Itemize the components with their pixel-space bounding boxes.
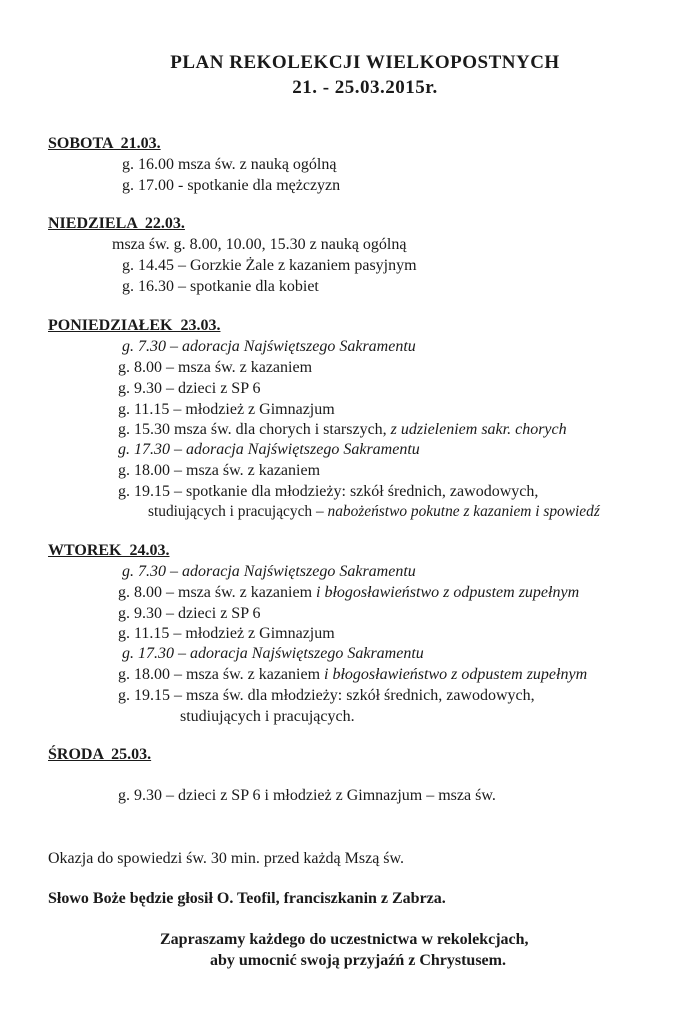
day-heading-tuesday: WTOREK 24.03. xyxy=(48,542,170,559)
schedule-entry: g. 11.15 – młodzież z Gimnazjum xyxy=(118,625,335,642)
schedule-entry: g. 16.00 msza św. z nauką ogólną xyxy=(122,156,337,173)
schedule-entry: studiujących i pracujących. xyxy=(180,708,355,725)
invitation-line-2: aby umocnić swoją przyjaźń z Chrystusem. xyxy=(210,952,506,969)
schedule-entry: g. 16.30 – spotkanie dla kobiet xyxy=(122,278,319,295)
invitation-line-1: Zapraszamy każdego do uczestnictwa w rekolekcjach, xyxy=(160,931,529,948)
preacher-note: Słowo Boże będzie głosił O. Teofil, franciszkanin z Zabrza. xyxy=(48,890,446,907)
schedule-entry: g. 18.00 – msza św. z kazaniem i błogosławieństwo z odpustem zupełnym xyxy=(118,666,588,683)
schedule-entry: g. 19.15 – msza św. dla młodzieży: szkół średnich, zawodowych, xyxy=(118,687,535,704)
schedule-entry: g. 7.30 – adoracja Najświętszego Sakramentu xyxy=(122,563,416,580)
title-line-2: 21. - 25.03.2015r. xyxy=(292,77,438,98)
schedule-entry: g. 17.30 – adoracja Najświętszego Sakramentu xyxy=(118,441,420,458)
schedule-entry: msza św. g. 8.00, 10.00, 15.30 z nauką ogólną xyxy=(112,236,407,253)
day-heading-sunday: NIEDZIELA 22.03. xyxy=(48,215,185,232)
schedule-entry: g. 17.30 – adoracja Najświętszego Sakramentu xyxy=(122,645,424,662)
schedule-entry: g. 8.00 – msza św. z kazaniem xyxy=(118,359,313,376)
schedule-entry: g. 18.00 – msza św. z kazaniem xyxy=(118,462,321,479)
schedule-entry: g. 9.30 – dzieci z SP 6 xyxy=(118,605,261,622)
confession-note: Okazja do spowiedzi św. 30 min. przed każdą Mszą św. xyxy=(48,850,405,867)
schedule-entry: g. 17.00 - spotkanie dla mężczyzn xyxy=(122,177,341,194)
schedule-entry: g. 9.30 – dzieci z SP 6 i młodzież z Gimnazjum – msza św. xyxy=(118,787,496,804)
schedule-entry: g. 11.15 – młodzież z Gimnazjum xyxy=(118,401,335,418)
schedule-entry: g. 15.30 msza św. dla chorych i starszych, z udzieleniem sakr. chorych xyxy=(118,421,567,438)
schedule-entry: g. 19.15 – spotkanie dla młodzieży: szkół średnich, zawodowych, xyxy=(118,483,539,500)
title-line-1: PLAN REKOLEKCJI WIELKOPOSTNYCH xyxy=(170,52,560,73)
day-heading-wednesday: ŚRODA 25.03. xyxy=(48,746,152,763)
schedule-entry: studiujących i pracujących – nabożeństwo pokutne z kazaniem i spowiedź xyxy=(148,503,600,520)
schedule-entry: g. 14.45 – Gorzkie Żale z kazaniem pasyjnym xyxy=(122,257,417,274)
day-heading-saturday: SOBOTA 21.03. xyxy=(48,135,161,152)
schedule-entry: g. 9.30 – dzieci z SP 6 xyxy=(118,380,261,397)
schedule-entry: g. 7.30 – adoracja Najświętszego Sakramentu xyxy=(122,338,416,355)
schedule-entry: g. 8.00 – msza św. z kazaniem i błogosławieństwo z odpustem zupełnym xyxy=(118,584,580,601)
day-heading-monday: PONIEDZIAŁEK 23.03. xyxy=(48,317,221,334)
